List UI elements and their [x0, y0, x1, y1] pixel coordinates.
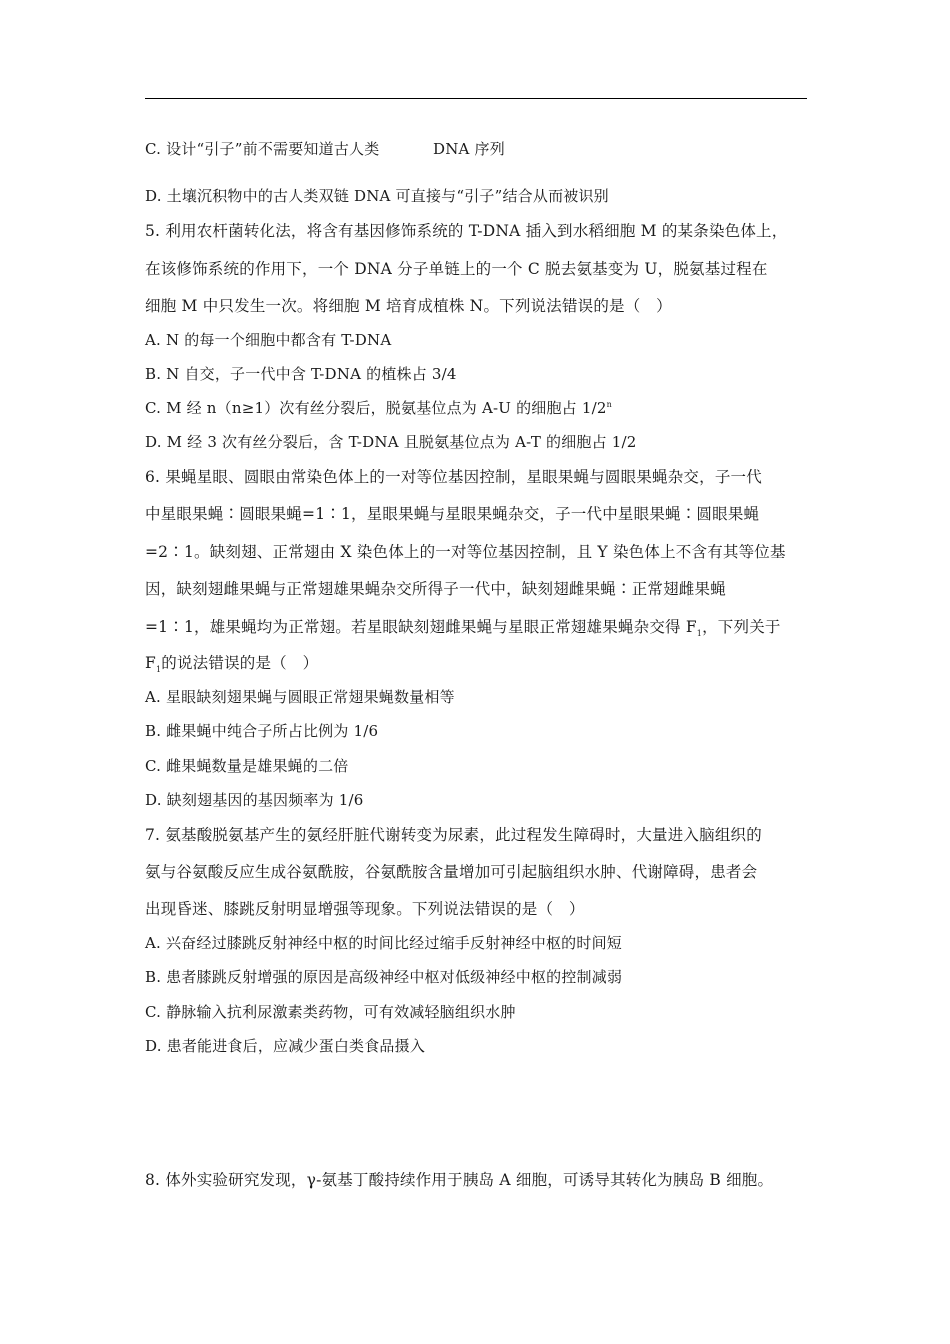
- q4-option-c: [145, 139, 505, 159]
- q4-option-d: D. 土壤沉积物中的古人类双链 DNA 可直接与“引子”结合从而被识别: [145, 187, 609, 205]
- q5-option-b: B. N 自交，子一代中含 T-DNA 的植株占 3/4: [145, 365, 457, 383]
- q5-option-c-text: C. M 经 n（n≥1）次有丝分裂后，脱氨基位点为 A-U 的细胞占 1/2: [145, 399, 607, 417]
- q5-option-a: A. N 的每一个细胞中都含有 T-DNA: [145, 331, 392, 349]
- q6-stem-line-2: 中星眼果蝇∶圆眼果蝇=1∶1，星眼果蝇与星眼果蝇杂交，子一代中星眼果蝇∶圆眼果蝇: [145, 505, 760, 523]
- q6-option-b: B. 雌果蝇中纯合子所占比例为 1/6: [145, 722, 379, 740]
- q6-option-c: C. 雌果蝇数量是雄果蝇的二倍: [145, 757, 349, 775]
- q5-stem-line-1: 5. 利用农杆菌转化法，将含有基因修饰系统的 T-DNA 插入到水稻细胞 M 的某条染色体上，: [145, 222, 788, 240]
- q8-stem-line-1: 8. 体外实验研究发现，γ-氨基丁酸持续作用于胰岛 A 细胞，可诱导其转化为胰岛 B 细胞。: [145, 1171, 774, 1189]
- q6-option-a: A. 星眼缺刻翅果蝇与圆眼正常翅果蝇数量相等: [145, 688, 455, 706]
- q6-option-d: D. 缺刻翅基因的基因频率为 1/6: [145, 791, 364, 809]
- q6-stem-line-5: [145, 617, 781, 637]
- q7-stem-line-2: 氨与谷氨酸反应生成谷氨酰胺，谷氨酰胺含量增加可引起脑组织水肿、代谢障碍，患者会: [145, 863, 758, 881]
- q7-option-a: A. 兴奋经过膝跳反射神经中枢的时间比经过缩手反射神经中枢的时间短: [145, 934, 622, 952]
- q5-stem-line-2: 在该修饰系统的作用下，一个 DNA 分子单链上的一个 C 脱去氨基变为 U，脱氨基过程在: [145, 260, 768, 278]
- q7-option-b: B. 患者膝跳反射增强的原因是高级神经中枢对低级神经中枢的控制减弱: [145, 968, 623, 986]
- q5-option-c: [145, 398, 612, 418]
- q5-option-d: D. M 经 3 次有丝分裂后，含 T-DNA 且脱氨基位点为 A-T 的细胞占 1/2: [145, 433, 637, 451]
- header-rule: [145, 98, 807, 99]
- q4-option-c-post: DNA 序列: [433, 140, 505, 158]
- q6-stem-line-5-text: =1∶1，雄果蝇均为正常翅。若星眼缺刻翅雌果蝇与星眼正常翅雄果蝇杂交得 F: [145, 618, 697, 636]
- q6-stem-line-4: 因，缺刻翅雌果蝇与正常翅雄果蝇杂交所得子一代中，缺刻翅雌果蝇∶正常翅雌果蝇: [145, 580, 726, 598]
- q6-stem-line-5-tail: ，下列关于: [702, 618, 781, 636]
- q6-stem-line-6-f: F: [145, 654, 156, 672]
- q6-stem-line-5-sub: 1: [696, 629, 703, 639]
- q7-option-c: C. 静脉输入抗利尿激素类药物，可有效减轻脑组织水肿: [145, 1003, 516, 1021]
- q6-stem-line-6-sub: 1: [155, 665, 162, 675]
- q6-stem-line-3: =2∶1。缺刻翅、正常翅由 X 染色体上的一对等位基因控制，且 Y 染色体上不含有其等位基: [145, 543, 786, 561]
- q7-stem-line-3: 出现昏迷、膝跳反射明显增强等现象。下列说法错误的是（ ）: [145, 900, 585, 918]
- q6-stem-line-6-text: 的说法错误的是（ ）: [161, 654, 319, 672]
- q5-option-c-exponent: n: [606, 400, 612, 409]
- q6-stem-line-6: [145, 653, 318, 673]
- q5-stem-line-3: 细胞 M 中只发生一次。将细胞 M 培育成植株 N。下列说法错误的是（ ）: [145, 297, 672, 315]
- q7-stem-line-1: 7. 氨基酸脱氨基产生的氨经肝脏代谢转变为尿素，此过程发生障碍时，大量进入脑组织的: [145, 826, 762, 844]
- q6-stem-line-1: 6. 果蝇星眼、圆眼由常染色体上的一对等位基因控制，星眼果蝇与圆眼果蝇杂交，子一代: [145, 468, 762, 486]
- q7-option-d: D. 患者能进食后，应减少蛋白类食品摄入: [145, 1037, 426, 1055]
- q4-option-c-pre: C. 设计“引子”前不需要知道古人类: [145, 140, 380, 158]
